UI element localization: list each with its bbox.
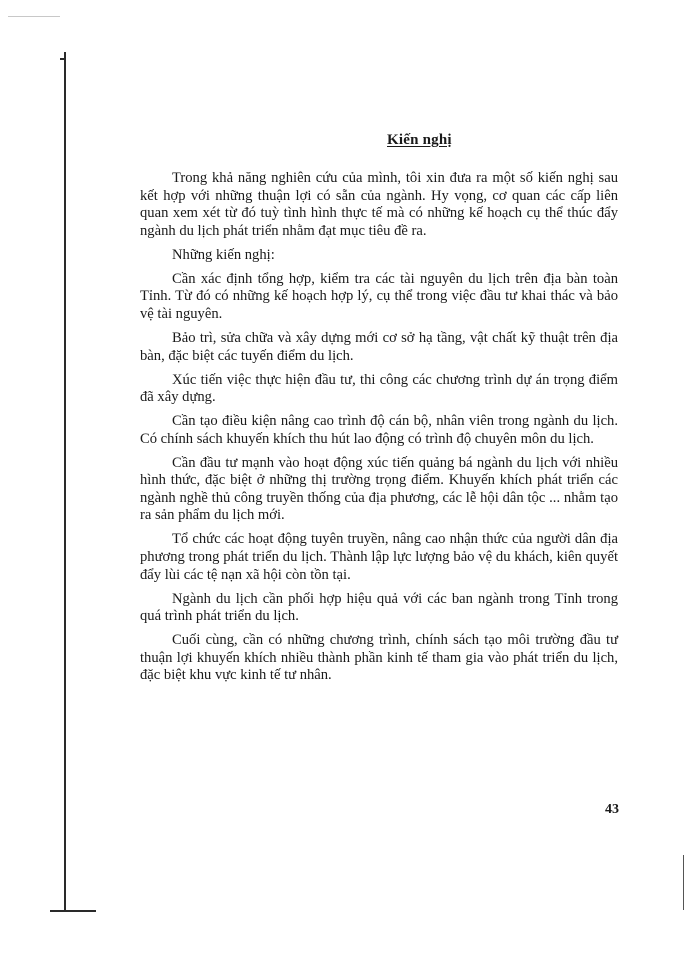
right-edge-mark [683, 855, 684, 910]
paragraph-recommendation: Cần xác định tổng hợp, kiểm tra các tài nguyên du lịch trên địa bàn toàn Tỉnh. Từ đó có những kế hoạch hợp lý, cụ thể trong việc đầu tư khai thác và bảo vệ tài nguyên. [140, 270, 618, 322]
paragraph-recommendation: Cần tạo điều kiện nâng cao trình độ cán bộ, nhân viên trong ngành du lịch. Có chính sách khuyến khích thu hút lao động có trình độ chuyên môn du lịch. [140, 413, 618, 447]
paragraph-conclusion: Cuối cùng, cần có những chương trình, chính sách tạo môi trường đầu tư thuận lợi khuyến khích nhiều thành phần kinh tế tham gia vào phát triển du lịch, đặc biệt khu vực kinh tế tư nhân. [140, 632, 618, 684]
paragraph-recommendation: Tổ chức các hoạt động tuyên truyền, nâng cao nhận thức của người dân địa phương trong phát triển du lịch. Thành lập lực lượng bảo vệ du khách, kiên quyết đẩy lùi các tệ nạn xã hội còn tồn tại. [140, 531, 618, 583]
binding-edge-line [64, 52, 66, 910]
paragraph-list-heading: Những kiến nghị: [172, 246, 275, 263]
paragraph-recommendation: Bảo trì, sửa chữa và xây dựng mới cơ sở hạ tầng, vật chất kỹ thuật trên địa bàn, đặc biệt các tuyến điểm du lịch. [140, 329, 618, 364]
body-text [140, 170, 618, 691]
page-title: Kiến nghị [387, 132, 452, 148]
scan-smudge [8, 16, 60, 17]
page-number: 43 [605, 802, 619, 817]
binding-mark-foot [50, 910, 96, 912]
paragraph-recommendation: Cần đầu tư mạnh vào hoạt động xúc tiến quảng bá ngành du lịch với nhiều hình thức, đặc biệt ở những thị trường trọng điểm. Khuyến khích phát triển các ngành nghề thủ công truyền thống của địa phương, các lễ hội dân tộc ... nhằm tạo ra sản phẩm du lịch mới. [140, 454, 618, 524]
paragraph-recommendation: Xúc tiến việc thực hiện đầu tư, thi công các chương trình dự án trọng điểm đã xây dựng. [140, 371, 618, 406]
paragraph-intro: Trong khả năng nghiên cứu của mình, tôi xin đưa ra một số kiến nghị sau kết hợp với những thuận lợi có sẵn của ngành. Hy vọng, cơ quan các cấp liên quan xem xét từ đó tuỳ tình hình thực tế mà có những kế hoạch cụ thể thúc đẩy ngành du lịch phát triển nhằm đạt mục tiêu đề ra. [140, 170, 618, 239]
paragraph-recommendation: Ngành du lịch cần phối hợp hiệu quả với các ban ngành trong Tỉnh trong quá trình phát triển du lịch. [140, 590, 618, 625]
